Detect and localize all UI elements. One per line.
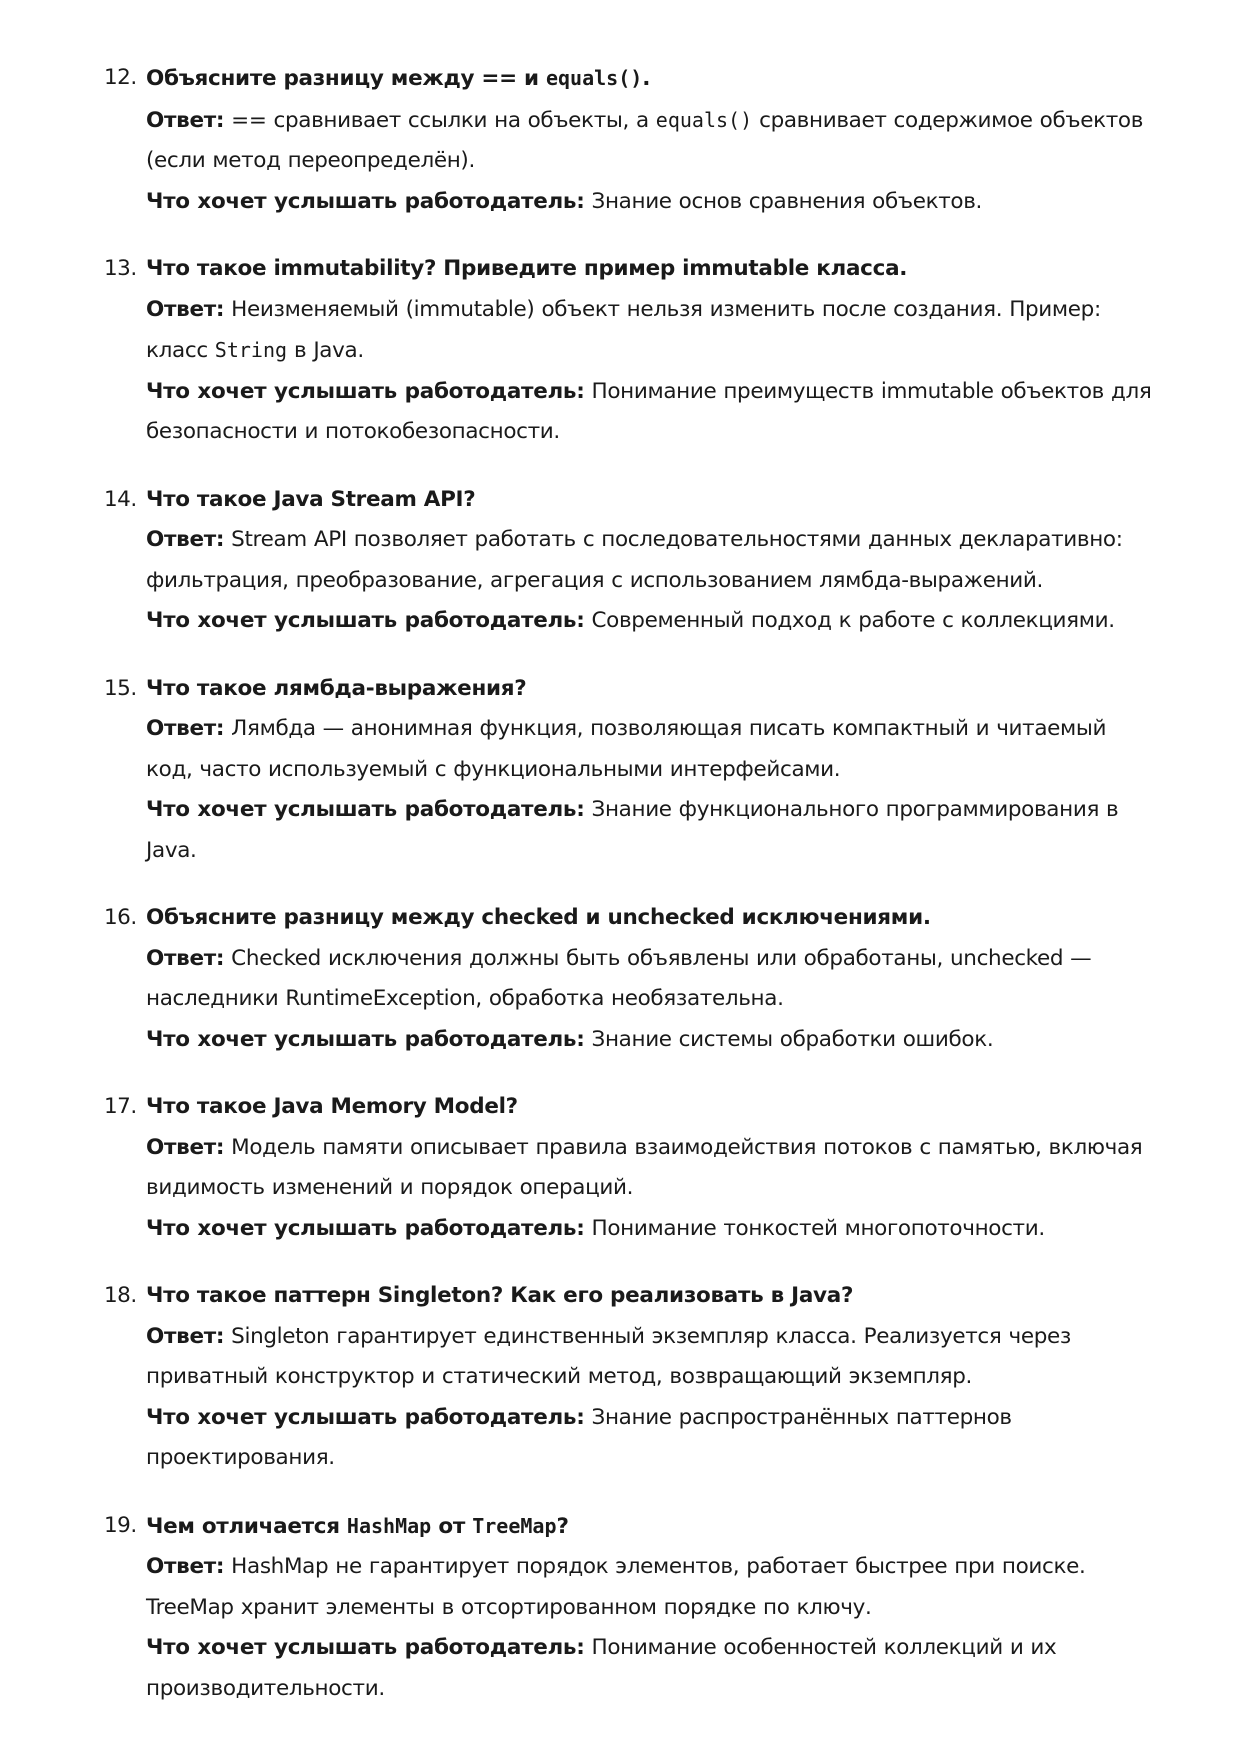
answer-label: Ответ: — [146, 296, 225, 322]
answer-text — [146, 297, 1101, 364]
text-run: == сравнивает ссылки на объекты, а — [224, 107, 656, 133]
employer-expectation-label: Что хочет услышать работодатель: — [146, 1215, 585, 1241]
employer-expectation-label: Что хочет услышать работодатель: — [146, 797, 585, 822]
answer-text — [146, 946, 1091, 1012]
text-run: . — [642, 66, 651, 91]
text-run: Понимание преимуществ immutable объектов для безопасности и потокобезопасности. — [146, 378, 1152, 444]
question-text — [146, 669, 1159, 710]
employer-expectation-text — [585, 189, 982, 214]
text-run: Singleton гарантирует единственный экземпляр класса. Реализуется через приватный конструктор и статический метод, возвращающий экземпляр. — [146, 1323, 1071, 1389]
question-item — [104, 1506, 1159, 1710]
text-run: Чем отличается — [146, 1513, 347, 1539]
answer-text — [146, 716, 1106, 782]
answer-text — [146, 1554, 1086, 1620]
question-text — [146, 1087, 1159, 1128]
answer-text — [146, 108, 1143, 174]
text-run: Что такое паттерн Singleton? Как его реализовать в Java? — [146, 1283, 854, 1308]
question-text — [146, 1276, 1159, 1317]
question-number: 14. — [104, 486, 137, 512]
inline-code: equals() — [545, 66, 643, 90]
question-number: 17. — [104, 1094, 137, 1119]
text-run: Знание распространённых паттернов проектирования. — [146, 1404, 1012, 1470]
answer-paragraph — [146, 939, 1159, 1020]
employer-expectation-label: Что хочет услышать работодатель: — [146, 608, 585, 633]
inline-code: String — [214, 338, 288, 362]
text-run: Что такое immutability? Приведите пример immutable класса. — [146, 256, 908, 281]
text-run: Объясните разницу между checked и unchecked исключениями. — [146, 905, 931, 930]
employer-expectation-paragraph — [146, 372, 1159, 453]
text-run: Checked исключения должны быть объявлены или обработаны, unchecked — наследники RuntimeException, обработка необязательна. — [146, 945, 1092, 1011]
text-run: Знание функционального программирования в Java. — [146, 797, 1119, 863]
question-number: 15. — [104, 675, 137, 701]
question-item — [104, 58, 1159, 222]
question-text — [146, 249, 1159, 290]
question-text — [146, 58, 1159, 100]
text-run: Объясните разницу между == и — [146, 66, 546, 91]
employer-expectation-text — [585, 1027, 994, 1052]
text-run: Stream API позволяет работать с последовательностями данных декларативно: фильтрация, преобразование, агрегация с использованием лямбда-выражений. — [146, 527, 1123, 593]
text-run: в Java. — [287, 338, 364, 363]
employer-expectation-paragraph — [146, 1209, 1159, 1250]
question-number: 18. — [104, 1283, 137, 1308]
text-run: Что такое Java Stream API? — [146, 486, 476, 512]
answer-paragraph — [146, 709, 1159, 790]
employer-expectation-label: Что хочет услышать работодатель: — [146, 378, 585, 404]
text-run: от — [431, 1513, 473, 1539]
question-text — [146, 480, 1159, 521]
question-number: 16. — [104, 905, 137, 930]
answer-label: Ответ: — [146, 945, 225, 971]
answer-text — [146, 1135, 1142, 1201]
text-run: HashMap не гарантирует порядок элементов, работает быстрее при поиске. TreeMap хранит элементы в отсортированном порядке по ключу. — [146, 1554, 1086, 1620]
answer-paragraph — [146, 1317, 1159, 1398]
question-number: 13. — [104, 256, 137, 281]
question-item — [104, 480, 1159, 642]
question-text — [146, 1506, 1159, 1548]
text-run: Знание основ сравнения объектов. — [584, 188, 983, 214]
answer-paragraph — [146, 520, 1159, 601]
text-run: ? — [556, 1513, 569, 1539]
text-run: Неизменяемый (immutable) объект нельзя изменить после создания. Пример: класс — [146, 296, 1101, 363]
answer-label: Ответ: — [146, 107, 225, 133]
question-number: 19. — [104, 1512, 137, 1538]
employer-expectation-label: Что хочет услышать работодатель: — [146, 1026, 585, 1052]
answer-paragraph — [146, 1547, 1159, 1628]
employer-expectation-label: Что хочет услышать работодатель: — [146, 188, 585, 214]
question-item — [104, 898, 1159, 1060]
text-run: Знание системы обработки ошибок. — [584, 1026, 994, 1052]
text-run: Что такое Java Memory Model? — [146, 1094, 518, 1119]
employer-expectation-paragraph — [146, 790, 1159, 871]
employer-expectation-label: Что хочет услышать работодатель: — [146, 1635, 585, 1660]
employer-expectation-paragraph — [146, 1020, 1159, 1061]
employer-expectation-text — [585, 608, 1115, 633]
question-item — [104, 1087, 1159, 1249]
question-item — [104, 249, 1159, 453]
text-run: сравнивает содержимое объектов (если метод переопределён). — [146, 107, 1144, 173]
text-run: Лямбда — анонимная функция, позволяющая писать компактный и читаемый код, часто используемый с функциональными интерфейсами. — [146, 716, 1107, 782]
answer-label: Ответ: — [146, 1554, 225, 1579]
employer-expectation-paragraph — [146, 182, 1159, 223]
answer-label: Ответ: — [146, 1134, 225, 1160]
question-text — [146, 898, 1159, 939]
text-run: Модель памяти описывает правила взаимодействия потоков с памятью, включая видимость изменений и порядок операций. — [146, 1134, 1143, 1200]
answer-label: Ответ: — [146, 716, 225, 741]
employer-expectation-text — [585, 1216, 1045, 1241]
question-number: 12. — [104, 65, 137, 90]
question-list — [104, 58, 1159, 1709]
answer-paragraph — [146, 290, 1159, 372]
inline-code: TreeMap — [472, 1513, 557, 1538]
answer-paragraph — [146, 100, 1159, 182]
text-run: Современный подход к работе с коллекциями. — [584, 608, 1115, 633]
employer-expectation-paragraph — [146, 601, 1159, 642]
answer-label: Ответ: — [146, 1323, 225, 1349]
answer-label: Ответ: — [146, 527, 225, 552]
question-item — [104, 669, 1159, 872]
question-item — [104, 1276, 1159, 1479]
inline-code: HashMap — [346, 1513, 432, 1538]
answer-text — [146, 1324, 1071, 1390]
employer-expectation-paragraph — [146, 1628, 1159, 1709]
text-run: Понимание особенностей коллекций и их производительности. — [146, 1635, 1057, 1701]
answer-paragraph — [146, 1128, 1159, 1209]
text-run: Что такое лямбда-выражения? — [146, 675, 527, 701]
employer-expectation-paragraph — [146, 1398, 1159, 1479]
answer-text — [146, 527, 1123, 593]
employer-expectation-label: Что хочет услышать работодатель: — [146, 1404, 585, 1430]
inline-code: equals() — [655, 107, 753, 132]
text-run: Понимание тонкостей многопоточности. — [584, 1215, 1045, 1241]
